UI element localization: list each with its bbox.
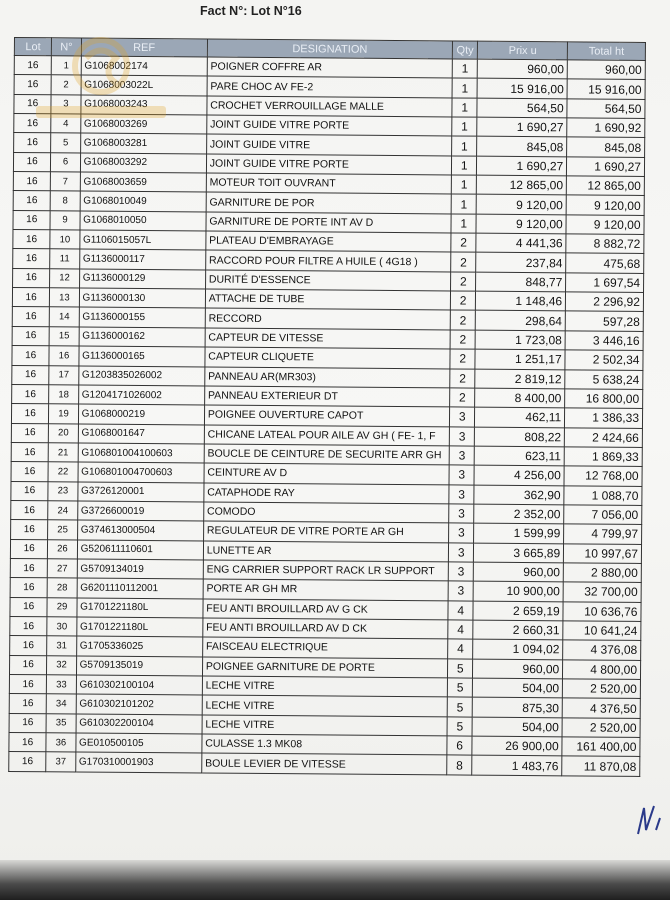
cell-unit-price: 462,11 [475, 407, 565, 427]
cell-unit-price: 237,84 [476, 253, 566, 273]
cell-qty: 1 [452, 156, 477, 176]
cell-unit-price: 808,22 [475, 427, 565, 447]
cell-number: 30 [47, 617, 76, 637]
cell-number: 28 [47, 578, 76, 598]
cell-lot: 16 [12, 307, 49, 327]
cell-number: 37 [46, 752, 75, 772]
cell-designation: BOULE LEVIER DE VITESSE [202, 753, 447, 774]
cell-qty: 4 [448, 601, 473, 621]
cell-total: 4 800,00 [563, 659, 641, 679]
cell-unit-price: 298,64 [476, 311, 566, 331]
cell-designation: RECCORD [205, 308, 450, 329]
cell-total: 16 800,00 [565, 389, 643, 409]
cell-designation: CHICANE LATEAL POUR AILE AV GH ( FE- 1, F [204, 425, 449, 446]
cell-designation: FAISCEAU ELECTRIQUE [202, 637, 447, 658]
cell-designation: PANNEAU AR(MR303) [205, 367, 450, 388]
cell-total: 7 056,00 [564, 505, 642, 525]
cell-ref: G5709135019 [76, 656, 202, 676]
col-header-qty: Qty [452, 41, 477, 59]
cell-qty: 3 [449, 465, 474, 485]
cell-qty: 6 [447, 736, 472, 756]
cell-qty: 2 [451, 272, 476, 292]
cell-number: 20 [49, 423, 78, 443]
cell-qty: 2 [450, 388, 475, 408]
cell-total: 475,68 [566, 253, 644, 273]
cell-designation: LUNETTE AR [203, 541, 448, 562]
cell-number: 3 [51, 94, 80, 114]
cell-designation: LECHE VITRE [202, 676, 447, 697]
cell-number: 23 [48, 481, 77, 501]
cell-lot: 16 [11, 481, 48, 501]
cell-unit-price: 1 690,27 [477, 117, 567, 137]
cell-lot: 16 [10, 636, 47, 656]
cell-designation: RACCORD POUR FILTRE A HUILE ( 4G18 ) [205, 250, 450, 271]
cell-ref: G1136000162 [79, 327, 205, 347]
cell-number: 33 [47, 675, 76, 695]
cell-number: 13 [50, 288, 79, 308]
cell-unit-price: 2 659,19 [473, 601, 563, 621]
cell-lot: 16 [14, 114, 51, 134]
cell-ref: G3726120001 [77, 482, 203, 502]
cell-ref: G1701221180L [76, 617, 202, 637]
cell-qty: 1 [451, 214, 476, 234]
cell-designation: PLATEAU D'EMBRAYAGE [206, 231, 451, 252]
cell-lot: 16 [13, 172, 50, 192]
cell-total: 1 697,54 [566, 273, 644, 293]
cell-unit-price: 9 120,00 [476, 195, 566, 215]
cell-number: 19 [49, 404, 78, 424]
cell-unit-price: 875,30 [473, 697, 563, 717]
cell-number: 6 [51, 153, 80, 173]
cell-total: 12 768,00 [564, 466, 642, 486]
cell-number: 9 [50, 211, 79, 231]
cell-ref: G1068003281 [80, 133, 206, 153]
cell-designation: CROCHET VERROUILLAGE MALLE [207, 96, 452, 117]
cell-qty: 1 [452, 98, 477, 118]
cell-qty: 2 [451, 252, 476, 272]
cell-qty: 2 [450, 291, 475, 311]
col-header-number: N° [52, 38, 81, 56]
cell-number: 24 [48, 501, 77, 521]
cell-unit-price: 12 865,00 [477, 175, 567, 195]
cell-total: 9 120,00 [566, 195, 644, 215]
cell-unit-price: 15 916,00 [477, 78, 567, 98]
cell-designation: LECHE VITRE [202, 695, 447, 716]
cell-unit-price: 504,00 [472, 717, 562, 737]
cell-qty: 1 [451, 175, 476, 195]
cell-designation: REGULATEUR DE VITRE PORTE AR GH [203, 521, 448, 542]
cell-total: 564,50 [567, 99, 645, 119]
cell-number: 36 [46, 733, 75, 753]
cell-designation: CULASSE 1.3 MK08 [202, 734, 447, 755]
cell-lot: 16 [14, 75, 51, 95]
cell-lot: 16 [13, 230, 50, 250]
cell-number: 22 [48, 462, 77, 482]
cell-lot: 16 [13, 268, 50, 288]
cell-ref: G1068002174 [81, 56, 207, 76]
cell-total: 2 520,00 [562, 718, 640, 738]
cell-total: 2 296,92 [566, 292, 644, 312]
cell-designation: POIGNEE OUVERTURE CAPOT [204, 405, 449, 426]
cell-unit-price: 9 120,00 [476, 214, 566, 234]
cell-designation: CEINTURE AV D [204, 463, 449, 484]
cell-ref: G1068001647 [78, 424, 204, 444]
cell-total: 1 386,33 [565, 408, 643, 428]
invoice-table [8, 37, 646, 777]
cell-ref: G1203835026002 [78, 366, 204, 386]
cell-designation: PARE CHOC AV FE-2 [207, 76, 452, 97]
cell-number: 12 [50, 269, 79, 289]
cell-total: 161 400,00 [562, 737, 640, 757]
cell-number: 17 [49, 365, 78, 385]
cell-total: 11 870,08 [562, 756, 640, 776]
cell-number: 16 [49, 346, 78, 366]
cell-number: 11 [50, 249, 79, 269]
cell-qty: 5 [447, 678, 472, 698]
cell-total: 10 641,24 [563, 621, 641, 641]
cell-lot: 16 [10, 558, 47, 578]
cell-unit-price: 3 665,89 [474, 543, 564, 563]
cell-lot: 16 [14, 56, 51, 76]
cell-designation: FEU ANTI BROUILLARD AV G CK [203, 599, 448, 620]
cell-designation: BOUCLE DE CEINTURE DE SECURITE ARR GH [204, 444, 449, 465]
cell-ref: G1136000155 [79, 307, 205, 327]
cell-number: 27 [48, 559, 77, 579]
cell-total: 2 502,34 [565, 350, 643, 370]
cell-unit-price: 845,08 [477, 137, 567, 157]
cell-number: 32 [47, 655, 76, 675]
cell-total: 4 799,97 [564, 524, 642, 544]
cell-qty: 1 [451, 194, 476, 214]
cell-number: 5 [51, 133, 80, 153]
cell-qty: 1 [452, 59, 477, 79]
cell-ref: G610302200104 [76, 714, 202, 734]
cell-unit-price: 1 251,17 [475, 349, 565, 369]
cell-designation: PORTE AR GH MR [203, 579, 448, 600]
cell-total: 1 690,92 [567, 118, 645, 138]
cell-number: 18 [49, 385, 78, 405]
cell-unit-price: 2 352,00 [474, 504, 564, 524]
cell-lot: 16 [14, 133, 51, 153]
cell-ref: G1068003022L [81, 75, 207, 95]
cell-total: 3 446,16 [565, 331, 643, 351]
handwritten-mark [634, 800, 664, 840]
cell-qty: 2 [450, 330, 475, 350]
cell-qty: 1 [452, 117, 477, 137]
cell-lot: 16 [9, 674, 46, 694]
cell-designation: LECHE VITRE [202, 715, 447, 736]
cell-lot: 16 [12, 365, 49, 385]
cell-designation: CATAPHODE RAY [204, 483, 449, 504]
col-header-unit-price: Prix u [478, 41, 568, 60]
cell-total: 5 638,24 [565, 369, 643, 389]
cell-ref: G610302100104 [76, 675, 202, 695]
cell-ref: G1106015057L [79, 230, 205, 250]
cell-lot: 16 [12, 346, 49, 366]
cell-designation: JOINT GUIDE VITRE PORTE [206, 154, 451, 175]
cell-unit-price: 504,00 [473, 678, 563, 698]
cell-qty: 3 [449, 484, 474, 504]
cell-lot: 16 [11, 404, 48, 424]
cell-total: 845,08 [567, 137, 645, 157]
table-row [9, 752, 640, 776]
cell-qty: 3 [449, 446, 474, 466]
cell-number: 4 [51, 114, 80, 134]
cell-total: 12 865,00 [566, 176, 644, 196]
cell-number: 21 [49, 443, 78, 463]
cell-number: 10 [50, 230, 79, 250]
cell-total: 1 690,27 [567, 157, 645, 177]
cell-qty: 3 [449, 504, 474, 524]
cell-qty: 3 [448, 581, 473, 601]
cell-lot: 16 [14, 94, 51, 114]
cell-ref: G1136000130 [79, 288, 205, 308]
cell-ref: G1068003292 [80, 153, 206, 173]
cell-ref: G1068003269 [80, 114, 206, 134]
cell-lot: 16 [10, 616, 47, 636]
cell-unit-price: 4 256,00 [474, 465, 564, 485]
cell-number: 8 [50, 191, 79, 211]
cell-total: 8 882,72 [566, 234, 644, 254]
cell-qty: 4 [448, 639, 473, 659]
invoice-title: Fact N°: Lot N°16 [200, 4, 302, 18]
cell-designation: JOINT GUIDE VITRE [206, 134, 451, 155]
cell-qty: 1 [452, 78, 477, 98]
cell-unit-price: 623,11 [475, 446, 565, 466]
background-surface [0, 860, 670, 900]
cell-designation: POIGNER COFFRE AR [207, 57, 452, 78]
cell-number: 1 [52, 56, 81, 76]
cell-lot: 16 [11, 442, 48, 462]
cell-unit-price: 1 094,02 [473, 639, 563, 659]
cell-designation: DURITÉ D'ESSENCE [205, 270, 450, 291]
cell-qty: 5 [447, 717, 472, 737]
cell-unit-price: 1 599,99 [474, 523, 564, 543]
cell-number: 29 [47, 597, 76, 617]
cell-unit-price: 848,77 [476, 272, 566, 292]
cell-total: 4 376,50 [562, 698, 640, 718]
cell-lot: 16 [11, 520, 48, 540]
cell-ref: G106801004100603 [78, 443, 204, 463]
cell-designation: GARNITURE DE POR [206, 192, 451, 213]
cell-ref: G374613000504 [77, 520, 203, 540]
cell-ref: G3726600019 [77, 501, 203, 521]
cell-unit-price: 10 900,00 [473, 581, 563, 601]
cell-designation: JOINT GUIDE VITRE PORTE [207, 115, 452, 136]
cell-unit-price: 2 660,31 [473, 620, 563, 640]
cell-ref: G1701221180L [77, 598, 203, 618]
cell-number: 34 [47, 694, 76, 714]
cell-qty: 2 [450, 349, 475, 369]
cell-unit-price: 1 723,08 [475, 330, 565, 350]
cell-lot: 16 [13, 210, 50, 230]
cell-total: 4 376,08 [563, 640, 641, 660]
cell-designation: POIGNEE GARNITURE DE PORTE [202, 657, 447, 678]
cell-total: 10 997,67 [564, 543, 642, 563]
cell-ref: G1068010050 [80, 211, 206, 231]
cell-total: 2 520,00 [563, 679, 641, 699]
cell-total: 1 088,70 [564, 485, 642, 505]
cell-unit-price: 26 900,00 [472, 736, 562, 756]
cell-designation: CAPTEUR DE VITESSE [205, 328, 450, 349]
cell-ref: G1204171026002 [78, 385, 204, 405]
cell-total: 32 700,00 [563, 582, 641, 602]
cell-ref: G520611110601 [77, 540, 203, 560]
cell-number: 25 [48, 520, 77, 540]
cell-total: 597,28 [565, 311, 643, 331]
cell-unit-price: 2 819,12 [475, 369, 565, 389]
cell-unit-price: 1 148,46 [476, 291, 566, 311]
cell-ref: G1705336025 [76, 636, 202, 656]
col-header-total: Total ht [568, 42, 646, 61]
cell-unit-price: 960,00 [473, 659, 563, 679]
cell-ref: G106801004700603 [78, 462, 204, 482]
col-header-lot: Lot [14, 38, 51, 56]
cell-total: 10 636,76 [563, 601, 641, 621]
cell-ref: G1068003243 [81, 95, 207, 115]
cell-lot: 16 [9, 694, 46, 714]
cell-number: 15 [49, 327, 78, 347]
cell-qty: 5 [447, 697, 472, 717]
cell-qty: 1 [452, 136, 477, 156]
col-header-ref: REF [81, 38, 207, 57]
cell-ref: G610302101202 [76, 694, 202, 714]
cell-qty: 3 [450, 407, 475, 427]
cell-designation: CAPTEUR CLIQUETE [205, 347, 450, 368]
cell-lot: 16 [13, 249, 50, 269]
col-header-designation: DESIGNATION [207, 39, 452, 59]
cell-number: 14 [50, 307, 79, 327]
cell-qty: 5 [448, 659, 473, 679]
cell-unit-price: 960,00 [478, 59, 568, 79]
cell-qty: 8 [447, 755, 472, 775]
cell-qty: 2 [450, 310, 475, 330]
cell-ref: GE010500105 [75, 733, 201, 753]
cell-number: 31 [47, 636, 76, 656]
cell-qty: 3 [449, 543, 474, 563]
cell-lot: 16 [11, 462, 48, 482]
cell-number: 2 [51, 75, 80, 95]
cell-designation: FEU ANTI BROUILLARD AV D CK [203, 618, 448, 639]
cell-lot: 16 [11, 500, 48, 520]
cell-lot: 16 [12, 326, 49, 346]
cell-lot: 16 [10, 539, 47, 559]
cell-lot: 16 [12, 384, 49, 404]
cell-ref: G170310001903 [75, 752, 201, 772]
cell-designation: PANNEAU EXTERIEUR DT [204, 386, 449, 407]
cell-total: 2 424,66 [565, 427, 643, 447]
cell-lot: 16 [9, 752, 46, 772]
cell-ref: G1136000129 [79, 269, 205, 289]
cell-ref: G6201110112001 [77, 578, 203, 598]
cell-ref: G1068000219 [78, 404, 204, 424]
cell-total: 2 880,00 [563, 563, 641, 583]
cell-ref: G1068010049 [80, 191, 206, 211]
watermark-logo [26, 28, 176, 138]
cell-ref: G1068003659 [80, 172, 206, 192]
cell-qty: 2 [450, 368, 475, 388]
cell-unit-price: 1 690,27 [477, 156, 567, 176]
cell-lot: 16 [10, 578, 47, 598]
cell-unit-price: 4 441,36 [476, 233, 566, 253]
cell-lot: 16 [13, 191, 50, 211]
cell-unit-price: 960,00 [474, 562, 564, 582]
cell-lot: 16 [9, 713, 46, 733]
cell-unit-price: 564,50 [477, 98, 567, 118]
cell-designation: ENG CARRIER SUPPORT RACK LR SUPPORT [203, 560, 448, 581]
cell-lot: 16 [9, 733, 46, 753]
cell-unit-price: 1 483,76 [472, 755, 562, 775]
cell-total: 960,00 [567, 60, 645, 80]
cell-designation: COMODO [203, 502, 448, 523]
cell-qty: 3 [449, 426, 474, 446]
cell-number: 35 [46, 713, 75, 733]
cell-designation: ATTACHE DE TUBE [205, 289, 450, 310]
cell-total: 15 916,00 [567, 79, 645, 99]
cell-lot: 16 [10, 597, 47, 617]
cell-ref: G1136000117 [79, 249, 205, 269]
cell-qty: 3 [449, 523, 474, 543]
cell-lot: 16 [13, 152, 50, 172]
cell-lot: 16 [11, 423, 48, 443]
cell-unit-price: 362,90 [474, 485, 564, 505]
cell-unit-price: 8 400,00 [475, 388, 565, 408]
cell-number: 7 [51, 172, 80, 192]
cell-designation: MOTEUR TOIT OUVRANT [206, 173, 451, 194]
cell-qty: 3 [448, 562, 473, 582]
cell-ref: G5709134019 [77, 559, 203, 579]
cell-ref: G1136000165 [79, 346, 205, 366]
cell-total: 9 120,00 [566, 215, 644, 235]
cell-number: 26 [48, 539, 77, 559]
cell-total: 1 869,33 [564, 447, 642, 467]
cell-lot: 16 [12, 288, 49, 308]
cell-qty: 4 [448, 620, 473, 640]
cell-qty: 2 [451, 233, 476, 253]
cell-lot: 16 [9, 655, 46, 675]
cell-designation: GARNITURE DE PORTE INT AV D [206, 212, 451, 233]
